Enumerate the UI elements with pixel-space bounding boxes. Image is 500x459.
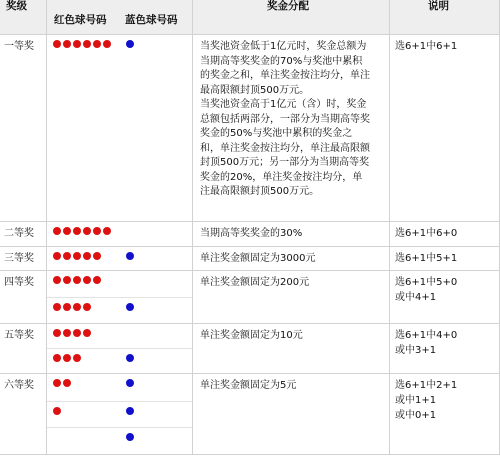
red-ball bbox=[73, 303, 81, 311]
header-distribution: 奖金分配 bbox=[267, 0, 309, 12]
blue-ball bbox=[126, 354, 134, 362]
distribution-text: 当期高等奖奖金的30% bbox=[200, 228, 303, 239]
prize-note: 选6+1中6+1 bbox=[395, 41, 458, 52]
prize-note: 或中4+1 bbox=[395, 292, 437, 303]
distribution-text: 奖金的20%，单注奖金按注均分，单 bbox=[200, 171, 363, 183]
red-ball bbox=[53, 354, 61, 362]
distribution-text: 当奖池资金高于1亿元（含）时，奖金 bbox=[200, 99, 367, 110]
grid-subline bbox=[47, 348, 192, 349]
red-ball bbox=[73, 354, 81, 362]
red-ball bbox=[53, 252, 61, 260]
red-ball-group bbox=[53, 379, 71, 387]
red-ball-group bbox=[53, 276, 101, 284]
prize-level-name: 三等奖 bbox=[4, 253, 34, 264]
distribution-text: 单注奖金额固定为5元 bbox=[200, 380, 297, 391]
distribution-text: 总额包括两部分，一部分为当期高等奖 bbox=[200, 113, 370, 125]
red-ball bbox=[53, 303, 61, 311]
red-ball bbox=[83, 303, 91, 311]
blue-ball bbox=[126, 407, 134, 415]
distribution-text: 奖金的50%与奖池中累积的奖金之 bbox=[200, 128, 353, 139]
red-ball bbox=[53, 379, 61, 387]
red-ball bbox=[63, 303, 71, 311]
grid-hline-1 bbox=[0, 221, 500, 222]
blue-ball bbox=[126, 433, 134, 441]
grid-vline-1 bbox=[192, 0, 193, 454]
red-ball bbox=[83, 40, 91, 48]
blue-ball bbox=[126, 379, 134, 387]
distribution-text: 当期高等奖奖金的70%与奖池中累积 bbox=[200, 55, 363, 67]
blue-ball-group bbox=[126, 354, 134, 362]
distribution-text: 和，单注奖金按注均分，单注最高限额 bbox=[200, 142, 370, 154]
prize-level-name: 四等奖 bbox=[4, 277, 34, 288]
blue-ball-group bbox=[126, 407, 134, 415]
blue-ball-group bbox=[126, 40, 134, 48]
grid-hline-3 bbox=[0, 270, 500, 271]
distribution-text: 最高限额封顶500万元。 bbox=[200, 84, 310, 96]
blue-ball bbox=[126, 252, 134, 260]
prize-note: 选6+1中6+0 bbox=[395, 228, 458, 239]
grid-hline-6 bbox=[0, 454, 500, 455]
distribution-text: 注最高限额封顶500万元。 bbox=[200, 186, 320, 197]
red-ball-group bbox=[53, 303, 91, 311]
prize-note: 或中3+1 bbox=[395, 345, 437, 356]
distribution-text: 的奖金之和，单注奖金按注均分，单注 bbox=[200, 70, 370, 81]
blue-ball-group bbox=[126, 252, 134, 260]
prize-note: 选6+1中4+0 bbox=[395, 330, 458, 341]
distribution-text: 当奖池资金低于1亿元时，奖金总额为 bbox=[200, 41, 367, 52]
red-ball bbox=[93, 276, 101, 284]
red-ball bbox=[53, 276, 61, 284]
red-ball bbox=[53, 227, 61, 235]
header-level: 奖级 bbox=[6, 0, 27, 12]
grid-subline bbox=[47, 297, 192, 298]
red-ball-group bbox=[53, 407, 61, 415]
prize-note: 或中0+1 bbox=[395, 410, 437, 421]
red-ball bbox=[73, 252, 81, 260]
blue-ball-group bbox=[126, 433, 134, 441]
red-ball bbox=[103, 40, 111, 48]
red-ball bbox=[63, 252, 71, 260]
blue-ball bbox=[126, 303, 134, 311]
red-ball-group bbox=[53, 354, 81, 362]
red-ball bbox=[63, 354, 71, 362]
red-ball bbox=[53, 40, 61, 48]
blue-ball bbox=[126, 40, 134, 48]
red-ball bbox=[53, 329, 61, 337]
red-ball bbox=[83, 252, 91, 260]
header-note: 说明 bbox=[428, 0, 449, 12]
grid-subline bbox=[47, 401, 192, 402]
grid-hline-5 bbox=[0, 373, 500, 374]
blue-ball-group bbox=[126, 303, 134, 311]
red-ball bbox=[83, 276, 91, 284]
red-ball bbox=[63, 276, 71, 284]
blue-ball-group bbox=[126, 379, 134, 387]
red-ball bbox=[73, 329, 81, 337]
grid-hline-0 bbox=[0, 34, 500, 35]
prize-level-name: 二等奖 bbox=[4, 228, 34, 239]
grid-hline-2 bbox=[0, 246, 500, 247]
red-ball-group bbox=[53, 252, 101, 260]
header-blue-balls: 蓝色球号码 bbox=[125, 14, 178, 26]
red-ball-group bbox=[53, 40, 111, 48]
red-ball bbox=[103, 227, 111, 235]
distribution-text: 单注奖金额固定为200元 bbox=[200, 277, 310, 288]
header-red-balls: 红色球号码 bbox=[54, 14, 107, 26]
prize-note: 选6+1中2+1 bbox=[395, 380, 458, 391]
red-ball bbox=[93, 252, 101, 260]
grid-hline-4 bbox=[0, 323, 500, 324]
grid-vline-0 bbox=[46, 0, 47, 454]
red-ball-group bbox=[53, 329, 91, 337]
red-ball bbox=[93, 40, 101, 48]
red-ball bbox=[63, 227, 71, 235]
red-ball bbox=[63, 329, 71, 337]
red-ball bbox=[83, 227, 91, 235]
distribution-text: 单注奖金额固定为10元 bbox=[200, 330, 303, 341]
red-ball bbox=[73, 227, 81, 235]
red-ball-group bbox=[53, 227, 111, 235]
grid-vline-2 bbox=[389, 0, 390, 454]
distribution-text: 封顶500万元；另一部分为当期高等奖 bbox=[200, 157, 370, 168]
red-ball bbox=[53, 407, 61, 415]
prize-level-name: 五等奖 bbox=[4, 330, 34, 341]
prize-level-name: 六等奖 bbox=[4, 380, 34, 391]
red-ball bbox=[63, 379, 71, 387]
red-ball bbox=[63, 40, 71, 48]
distribution-text: 单注奖金额固定为3000元 bbox=[200, 253, 316, 264]
prize-level-name: 一等奖 bbox=[4, 41, 34, 52]
grid-subline bbox=[47, 427, 192, 428]
prize-note: 选6+1中5+1 bbox=[395, 253, 458, 264]
red-ball bbox=[73, 276, 81, 284]
prize-note: 或中1+1 bbox=[395, 395, 437, 406]
red-ball bbox=[83, 329, 91, 337]
red-ball bbox=[73, 40, 81, 48]
prize-note: 选6+1中5+0 bbox=[395, 277, 458, 288]
red-ball bbox=[93, 227, 101, 235]
